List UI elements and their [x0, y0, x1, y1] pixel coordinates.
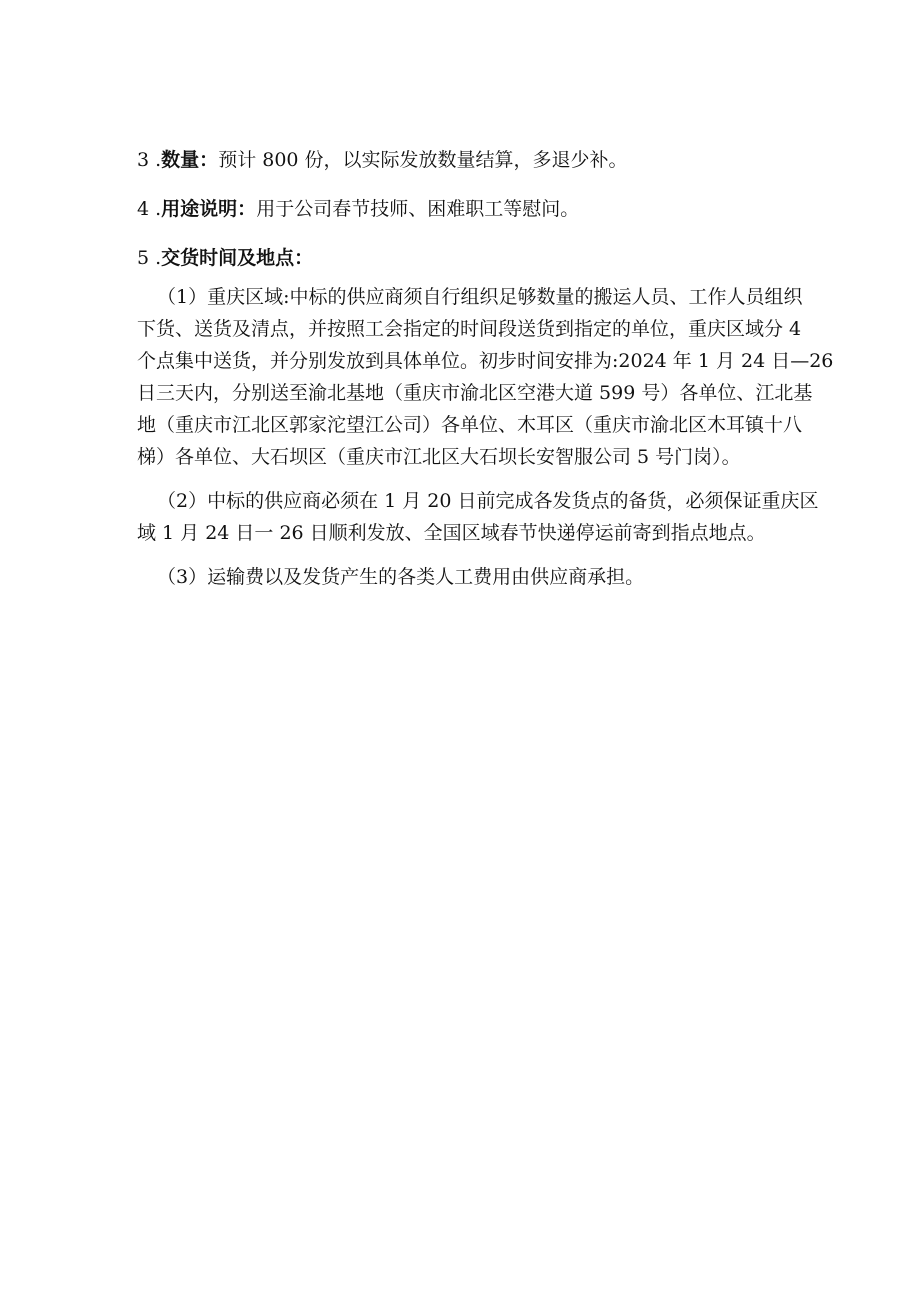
item-text: 预计 800 份，以实际发放数量结算，多退少补。	[218, 149, 628, 171]
item-number: 5 .	[137, 247, 162, 269]
paragraph-line: （3）运输费以及发货产生的各类人工费用由供应商承担。	[157, 566, 645, 588]
document-page	[137, 144, 889, 605]
paragraph-line: （2）中标的供应商必须在 1 月 20 日前完成各发货点的备货，必须保证重庆区	[157, 490, 819, 512]
item-text: 用于公司春节技师、困难职工等慰问。	[256, 198, 580, 220]
paragraph-line: 下货、送货及清点，并按照工会指定的时间段送货到指定的单位，重庆区域分 4	[137, 318, 802, 340]
paragraph-stock-deadline	[137, 485, 889, 549]
paragraph-line: 地（重庆市江北区郭家沱望江公司）各单位、木耳区（重庆市渝北区木耳镇十八	[137, 414, 803, 436]
item-label: 交货时间及地点：	[161, 247, 314, 269]
item-quantity	[137, 144, 889, 176]
paragraph-costs	[137, 561, 889, 593]
item-usage	[137, 193, 889, 225]
paragraph-line: 域 1 月 24 日一 26 日顺利发放、全国区域春节快递停运前寄到指点地点。	[137, 522, 766, 544]
paragraph-line: （1）重庆区域:中标的供应商须自行组织足够数量的搬运人员、工作人员组织	[157, 286, 803, 308]
item-number: 3 .	[137, 149, 162, 171]
item-label: 数量：	[161, 149, 219, 171]
paragraph-chongqing-delivery	[137, 281, 889, 473]
item-number: 4 .	[137, 198, 162, 220]
paragraph-line: 日三天内，分别送至渝北基地（重庆市渝北区空港大道 599 号）各单位、江北基	[137, 382, 813, 404]
paragraph-line: 梯）各单位、大石坝区（重庆市江北区大石坝长安智服公司 5 号门岗）。	[137, 446, 741, 468]
item-delivery	[137, 242, 889, 274]
paragraph-line: 个点集中送货，并分别发放到具体单位。初步时间安排为:2024 年 1 月 24 日—26	[137, 350, 834, 372]
item-label: 用途说明：	[161, 198, 257, 220]
